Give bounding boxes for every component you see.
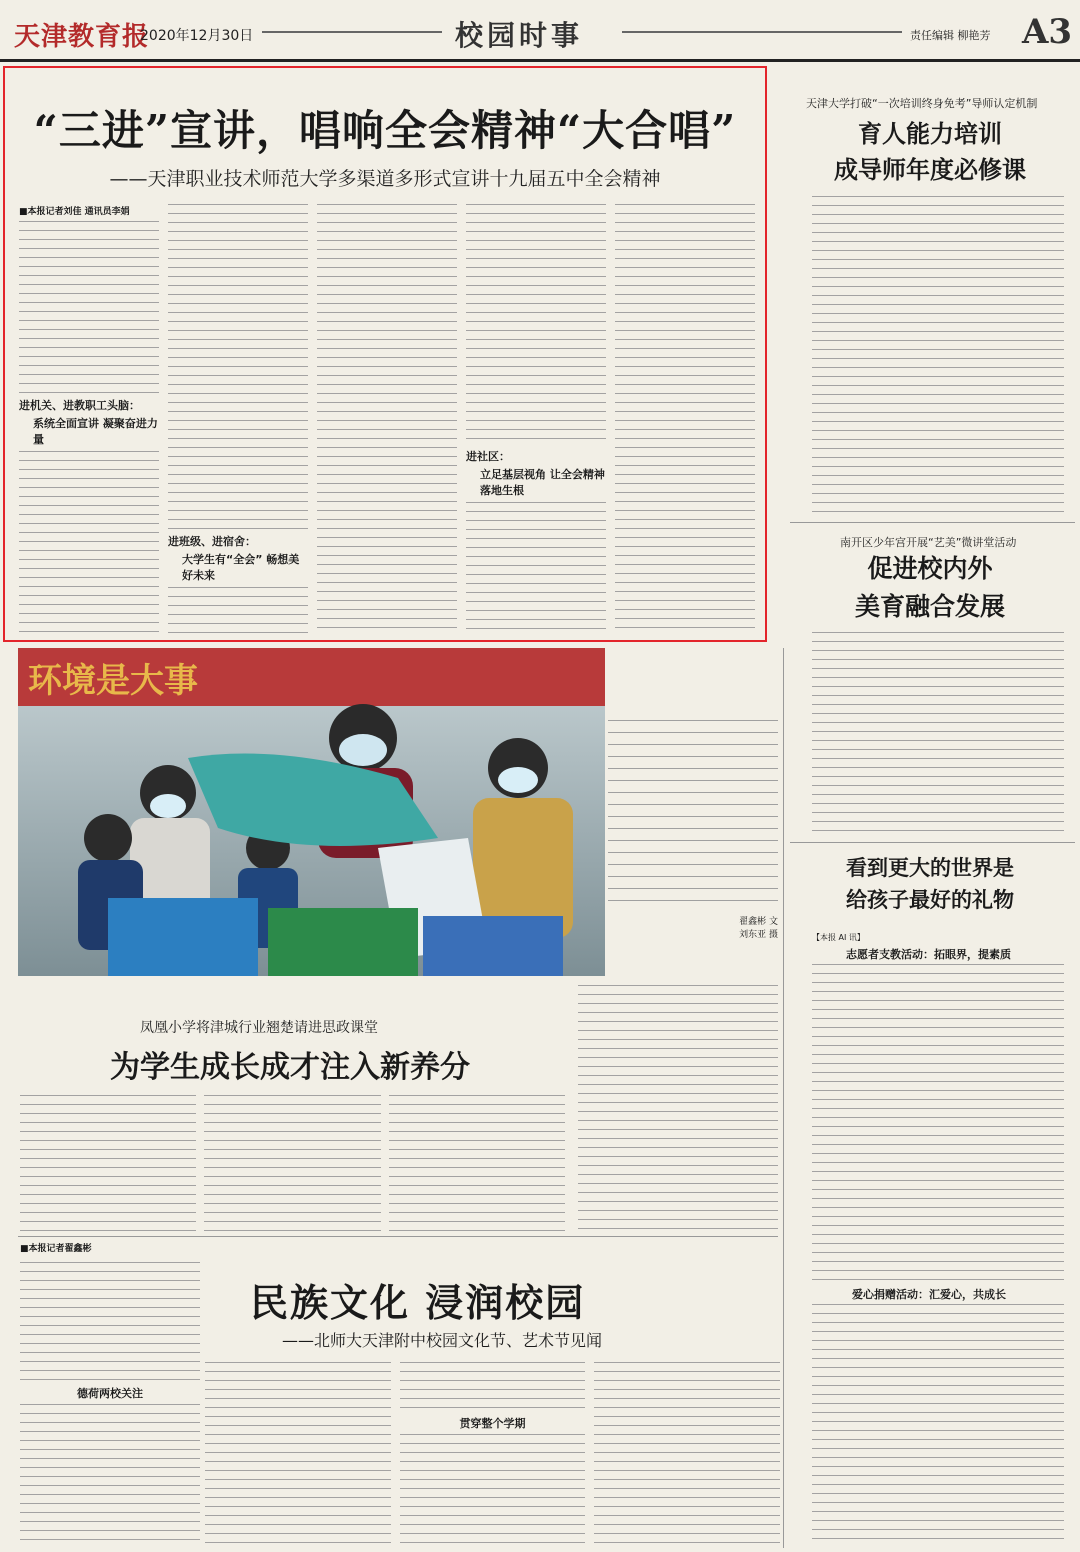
editor-credit: 责任编辑 柳艳芳	[910, 29, 991, 42]
body-text	[400, 1434, 586, 1547]
headline-line: 看到更大的世界是	[846, 855, 1014, 880]
subheadline: ——北师大天津附中校园文化节、艺术节见闻	[282, 1331, 603, 1350]
section-heading: 进班级、进宿舍：	[168, 535, 256, 548]
lead-body	[19, 204, 755, 634]
body-text	[594, 1362, 780, 1547]
section-heading: 进机关、进教职工头脑：	[19, 399, 140, 412]
body-text	[19, 451, 159, 634]
body-text	[317, 204, 457, 634]
photo-credit: 翟鑫彬 文 刘东亚 摄	[739, 917, 778, 940]
body-text	[20, 1404, 200, 1544]
headline: 民族文化 浸润校园	[250, 1280, 586, 1325]
body-text	[19, 221, 159, 393]
body-text	[812, 196, 1064, 514]
issue-date: 2020年12月30日	[140, 28, 254, 44]
section-heading-sub: 立足基层视角 让全会精神落地生根	[480, 468, 605, 497]
dateline: 【本报 AI 讯】	[812, 933, 865, 942]
headline-line: 成导师年度必修课	[834, 155, 1026, 184]
section-heading-sub: 系统全面宣讲 凝聚奋进力量	[33, 417, 158, 446]
kicker: 天津大学打破“一次培训终身免考”导师认定机制	[806, 97, 1038, 110]
article-column	[615, 204, 755, 634]
section-heading-sub: 大学生有“全会” 畅想美好未来	[182, 553, 300, 582]
article-column	[168, 204, 308, 634]
photo-caption	[608, 720, 778, 956]
kicker: 南开区少年宫开展“艺美”微讲堂活动	[840, 536, 1017, 549]
body-text	[20, 1095, 196, 1235]
body-text	[812, 632, 1064, 837]
headline	[780, 550, 1080, 626]
kicker: 凤凰小学将津城行业翘楚请进思政课堂	[140, 1020, 378, 1036]
body-text	[812, 1304, 1064, 1544]
article-column	[19, 204, 159, 634]
section-heading: 志愿者支教活动：拓眼界，提素质	[846, 948, 1011, 961]
masthead	[0, 0, 1080, 62]
headline-line: 美育融合发展	[854, 592, 1005, 621]
article-column	[466, 204, 606, 634]
body-text	[168, 204, 308, 529]
section-title: 校园时事	[455, 19, 584, 52]
divider	[790, 842, 1075, 843]
article-body	[20, 1095, 565, 1235]
body-text	[578, 985, 778, 1230]
byline: ■本报记者翟鑫彬	[20, 1244, 92, 1254]
lead-subheadline: ——天津职业技术师范大学多渠道多形式宣讲十九届五中全会精神	[109, 168, 661, 190]
lead-article	[3, 66, 767, 642]
page-number: A3	[1022, 12, 1073, 52]
divider	[622, 31, 902, 33]
body-text	[389, 1095, 565, 1235]
body-text	[615, 204, 755, 634]
divider	[783, 648, 784, 1548]
section-heading: 进社区：	[466, 450, 510, 463]
body-text	[400, 1362, 586, 1412]
body-text	[466, 502, 606, 634]
headline-line: 促进校内外	[867, 554, 993, 583]
section-heading: 爱心捐赠活动：汇爱心，共成长	[852, 1288, 1006, 1301]
body-text	[20, 1262, 200, 1382]
headline-line: 育人能力培训	[858, 119, 1002, 148]
divider	[18, 1236, 778, 1237]
caption-text	[608, 720, 778, 910]
divider	[790, 522, 1075, 523]
banner-text: 环境是大事	[28, 661, 198, 701]
lead-headline: “三进”宣讲，唱响全会精神“大合唱”	[33, 106, 737, 155]
headline	[780, 852, 1080, 916]
headline: 为学生成长成才注入新养分	[110, 1050, 470, 1085]
article-body	[205, 1362, 780, 1547]
article-column	[20, 1262, 200, 1544]
body-text	[466, 204, 606, 444]
body-text	[812, 964, 1064, 1280]
body-text	[204, 1095, 380, 1235]
body-text	[168, 587, 308, 634]
section-heading: 德荷两校关注	[77, 1387, 143, 1400]
headline-line: 给孩子最好的礼物	[846, 887, 1014, 912]
news-photo	[18, 648, 605, 976]
article-column	[317, 204, 457, 634]
body-text	[205, 1362, 391, 1547]
section-heading: 贯穿整个学期	[459, 1417, 526, 1430]
newspaper-logo: 天津教育报	[14, 22, 150, 52]
article-column	[400, 1362, 586, 1547]
divider	[262, 31, 442, 33]
photo-illustration	[18, 648, 605, 976]
headline	[780, 116, 1080, 188]
byline: ■本报记者刘佳 通讯员李娟	[19, 207, 130, 217]
